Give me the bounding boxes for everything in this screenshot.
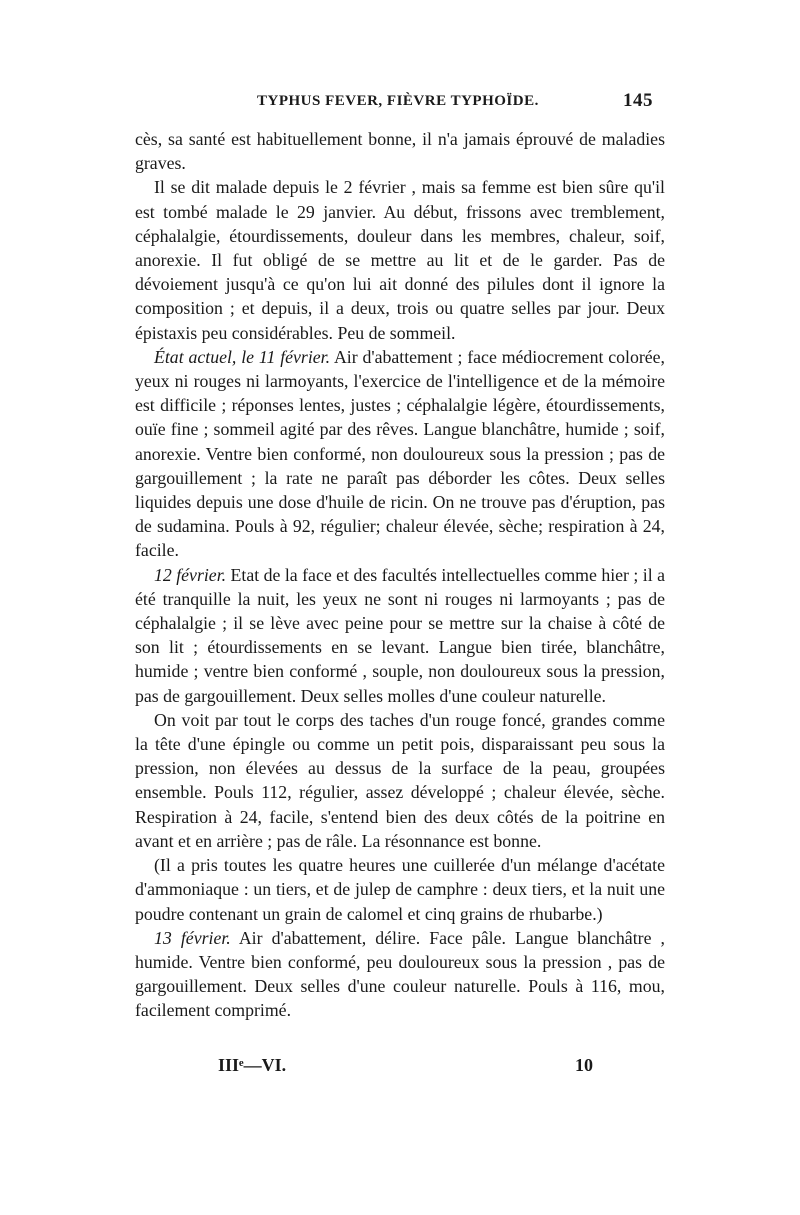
- paragraph-text: On voit par tout le corps des taches d'un rouge foncé, grandes comme la tête d'une épingle ou comme un petit pois, disparaissant peu sous la pression, non élevées au dessus de la surface de la peau, groupées ensemble. Pouls 112, régulier, assez développé ; chaleur élevée, sèche. Respiration à 24, facile, s'entend bien des deux côtés de la poitrine en avant et en arrière ; pas de râle. La résonnance est bonne.: [135, 709, 665, 851]
- body-text: [135, 127, 665, 1023]
- paragraph-text: (Il a pris toutes les quatre heures une cuillerée d'un mélange d'acétate d'ammoniaque : un tiers, et de julep de camphre : deux tiers, et la nuit une poudre contenant un grain de calomel et cinq grains de rhubarbe.): [135, 855, 665, 924]
- paragraph-text: Etat de la face et des facultés intellectuelles comme hier ; il a été tranquille la nuit, les yeux ne sont ni rouges ni larmoyants ; pas de céphalalgie ; il se lève avec peine pour se mettre sur la chaise à côté de son lit ; étourdissements en se levant. Langue bien tirée, blanchâtre, humide ; ventre bien conformé , souple, non douloureux sous la pression, pas de gargouillement. Deux selles molles d'une couleur naturelle.: [135, 564, 666, 706]
- paragraph-treatment: [135, 853, 665, 926]
- paragraph-12-fevrier: [135, 563, 665, 708]
- paragraph-etat-actuel: [135, 345, 665, 563]
- signature-mark: IIIᵉ—VI.: [218, 1055, 287, 1075]
- paragraph-13-fevrier: [135, 926, 665, 1023]
- running-title: TYPHUS FEVER, FIÈVRE TYPHOÏDE.: [257, 93, 539, 109]
- paragraph-onset: [135, 175, 665, 344]
- paragraph-taches: [135, 708, 665, 853]
- paragraph-text: cès, sa santé est habituellement bonne, il n'a jamais éprouvé de maladies graves.: [135, 129, 665, 174]
- paragraph-text: Il se dit malade depuis le 2 février , mais sa femme est bien sûre qu'il est tombé malade le 29 janvier. Au début, frissons avec tremblement, céphalalgie, étourdissements, douleur dans les membres, chaleur, soif, anorexie. Il fut obligé de se mettre au lit et de le garder. Pas de dévoiement jusqu'à ce qu'on lui ait donné des pilules dont il ignore la composition ; et depuis, il a deux, trois ou quatre selles par jour. Deux épistaxis peu considérables. Peu de sommeil.: [135, 177, 665, 343]
- folio-number: 10: [575, 1055, 593, 1075]
- paragraph-lead-date: 12 février.: [154, 564, 227, 585]
- paragraph-text: Air d'abattement ; face médiocrement colorée, yeux ni rouges ni larmoyants, l'exercice de l'intelligence et de la mémoire est difficile ; réponses lentes, justes ; céphalalgie légère, étourdissements, ouïe fine ; sommeil agité par des rêves. Langue blanchâtre, humide ; soif, anorexie. Ventre bien conformé, non douloureux sous la pression ; pas de gargouillement ; la rate ne paraît pas déborder les côtes. Deux selles liquides depuis une dose d'huile de ricin. On ne trouve pas d'éruption, pas de sudamina. Pouls à 92, régulier; chaleur élevée, sèche; respiration à 24, facile.: [135, 346, 666, 561]
- page-number: 145: [623, 90, 653, 111]
- paragraph-text: Air d'abattement, délire. Face pâle. Langue blanchâtre , humide. Ventre bien conformé, peu douloureux sous la pression , pas de gargouillement. Deux selles d'une couleur naturelle. Pouls à 116, mou, facilement comprimé.: [135, 927, 665, 1021]
- paragraph-continuation: [135, 127, 665, 175]
- paragraph-lead-date: 13 février.: [154, 927, 231, 948]
- paragraph-lead-date: État actuel, le 11 février.: [154, 346, 331, 367]
